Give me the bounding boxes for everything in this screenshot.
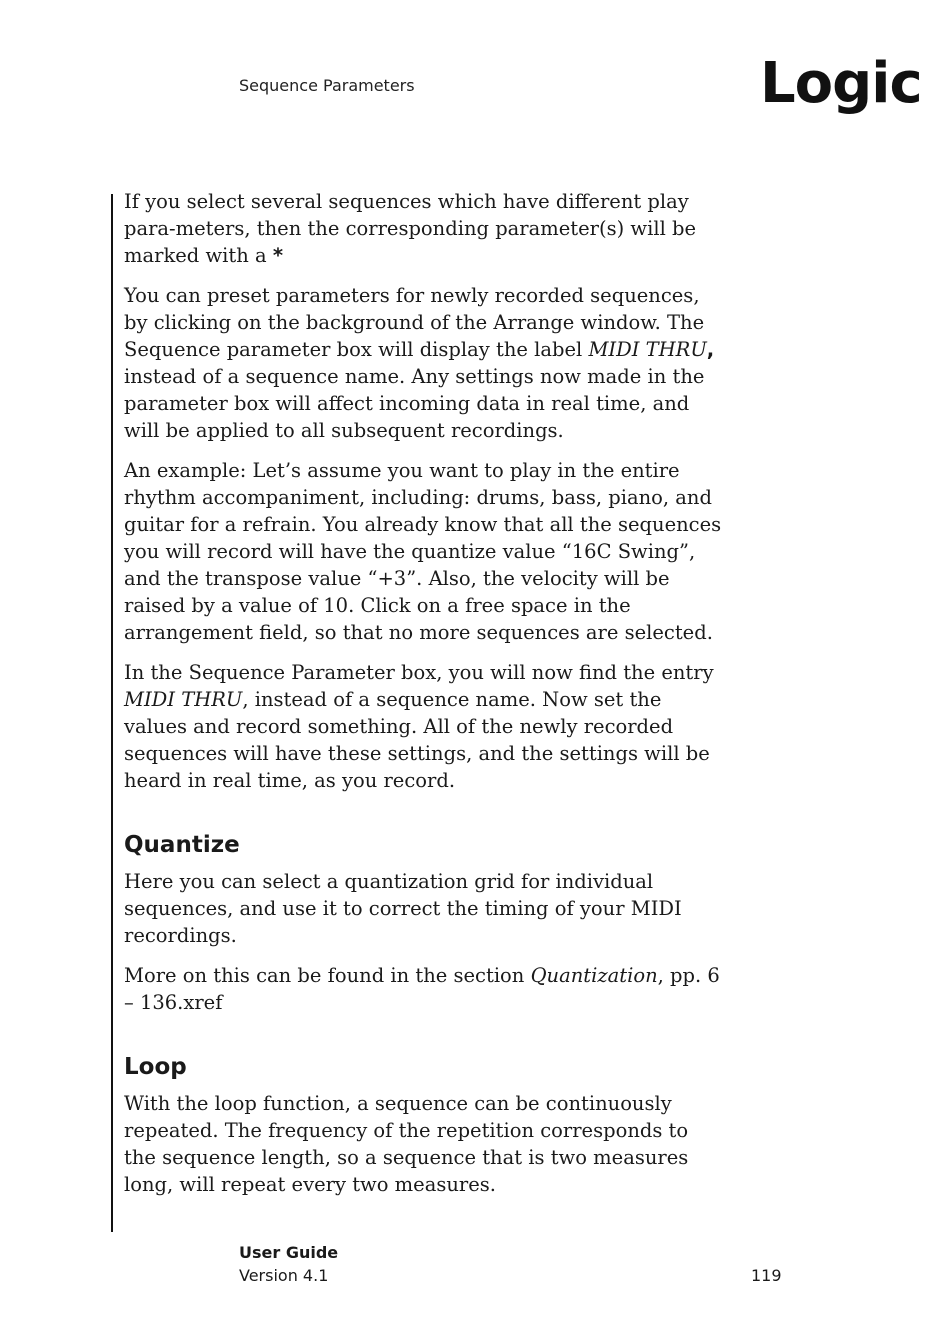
logic-logo — [760, 48, 930, 128]
logo-text: Logic — [760, 51, 922, 116]
page-number: 119 — [751, 1266, 782, 1285]
midi-thru-label: MIDI THRU — [124, 688, 243, 711]
running-header: Sequence Parameters — [239, 76, 415, 95]
paragraph-preset-parameters: You can preset parameters for newly recorded sequences, by clicking on the background of the Arrange window. The Sequence parameter box will display the label MIDI THRU, instead of a sequence name. Any settings now made in the parameter box will affect incoming data in real time, and will be applied to all subsequent recordings. — [124, 284, 715, 442]
paragraph-loop: With the loop function, a sequence can be continuously repeated. The frequency of the repetition corresponds to the sequence length, so a sequence that is two measures long, will repeat every two measures. — [124, 1092, 689, 1196]
paragraph-quantize-intro: Here you can select a quantization grid for individual sequences, and use it to correct the timing of your MIDI recordings. — [124, 870, 682, 947]
paragraph-multiple-sequences: If you select several sequences which have different play para-meters, then the corresponding parameter(s) will be marked with a * — [124, 190, 697, 267]
midi-thru-label: MIDI THRU — [588, 338, 707, 361]
quantization-section-link: Quantization — [530, 964, 658, 987]
paragraph-quantize-reference: More on this can be found in the section Quantization, pp. 6 – 136.xref — [124, 964, 720, 1014]
paragraph-midi-thru-entry: In the Sequence Parameter box, you will now find the entry MIDI THRU, instead of a sequence name. Now set the values and record something. All of the newly recorded sequences will have these settings, and the settings will be heard in real time, as you record. — [124, 661, 714, 792]
paragraph-midi-thru-entry-lead: In the Sequence Parameter box, you will now find the entry — [124, 661, 714, 684]
body-content — [124, 188, 724, 1211]
asterisk-symbol: * — [272, 244, 284, 267]
footer-version: Version 4.1 — [239, 1266, 329, 1285]
heading-loop: Loop — [124, 1054, 187, 1080]
paragraph-example: An example: Let’s assume you want to play in the entire rhythm accompaniment, including: drums, bass, piano, and guitar for a refrain. You already know that all the sequences you will record will have the quantize value “16C Swing”, and the transpose value “+3”. Also, the velocity will be raised by a value of 10. Click on a free space in the arrangement field, so that no more sequences are selected. — [124, 459, 722, 644]
heading-quantize: Quantize — [124, 832, 240, 858]
footer-guide-label: User Guide — [239, 1243, 339, 1262]
margin-rule — [111, 194, 113, 1232]
